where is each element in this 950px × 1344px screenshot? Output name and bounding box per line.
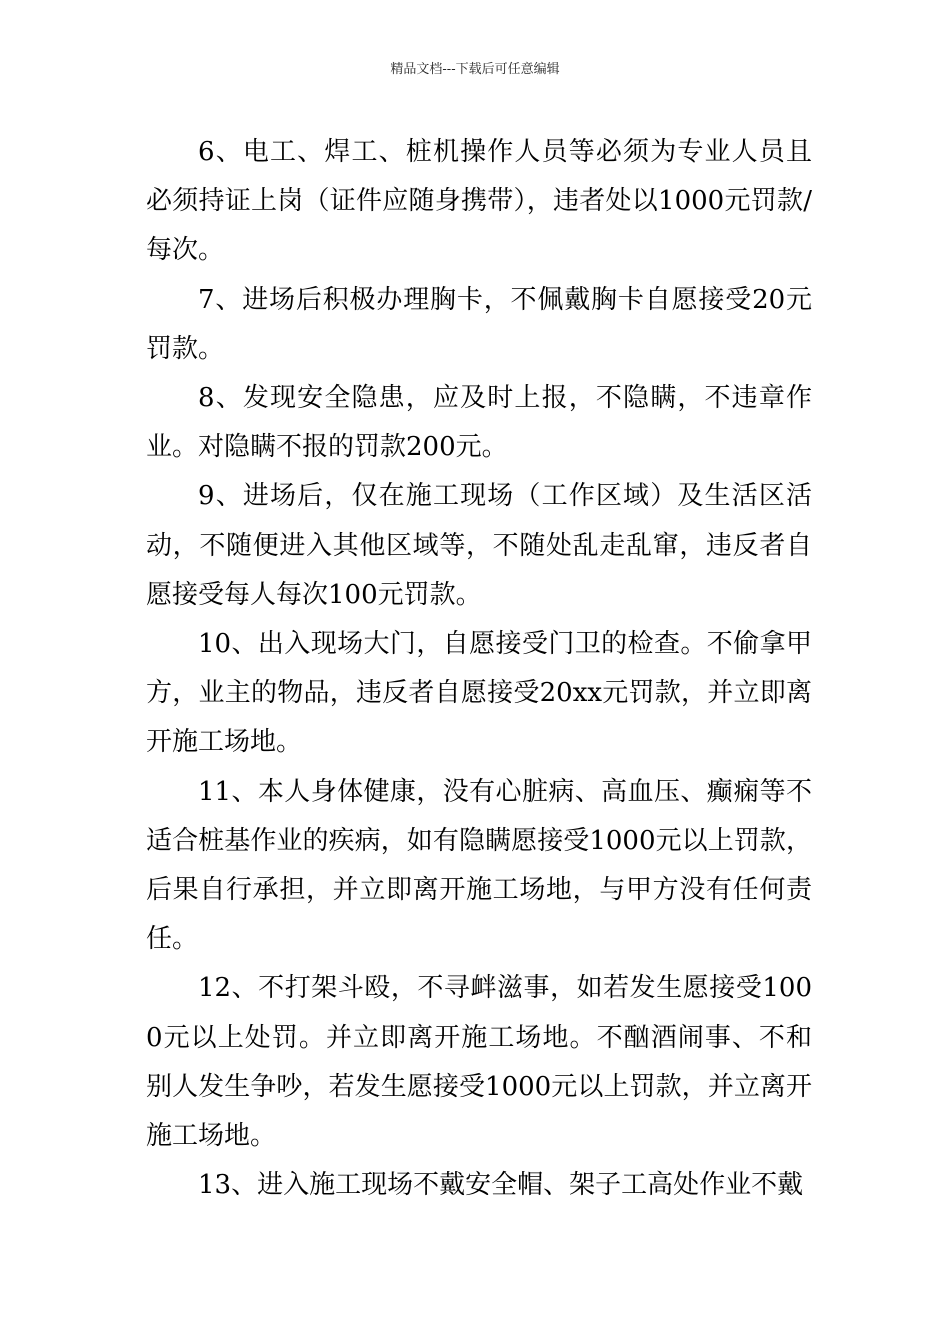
paragraph-item-10: 10、出入现场大门，自愿接受门卫的检查。不偷拿甲方，业主的物品，违反者自愿接受20xx元罚款，并立即离开施工场地。 — [146, 629, 812, 758]
paragraph-item-11: 11、本人身体健康，没有心脏病、高血压、癫痫等不适合桩基作业的疾病，如有隐瞒愿接受1000元以上罚款，后果自行承担，并立即离开施工场地，与甲方没有任何责任。 — [146, 776, 812, 955]
paragraph-item-8: 8、发现安全隐患，应及时上报，不隐瞒，不违章作业。对隐瞒不报的罚款200元。 — [146, 383, 812, 463]
paragraph-item-7: 7、进场后积极办理胸卡，不佩戴胸卡自愿接受20元罚款。 — [146, 284, 812, 364]
page-header: 精品文档---下载后可任意编辑 — [390, 62, 560, 77]
paragraph-item-13: 13、进入施工现场不戴安全帽、架子工高处作业不戴 — [198, 1170, 804, 1201]
paragraph-item-6: 6、电工、焊工、桩机操作人员等必须为专业人员且必须持证上岗（证件应随身携带），违者处以1000元罚款/每次。 — [146, 137, 812, 266]
paragraph-item-9: 9、进场后，仅在施工现场（工作区域）及生活区活动，不随便进入其他区域等，不随处乱走乱窜，违反者自愿接受每人每次100元罚款。 — [146, 481, 812, 610]
document-body — [146, 128, 812, 1210]
paragraph-item-12: 12、不打架斗殴，不寻衅滋事，如若发生愿接受1000元以上处罚。并立即离开施工场地。不酗酒闹事、不和别人发生争吵，若发生愿接受1000元以上罚款，并立离开施工场地。 — [146, 973, 812, 1152]
